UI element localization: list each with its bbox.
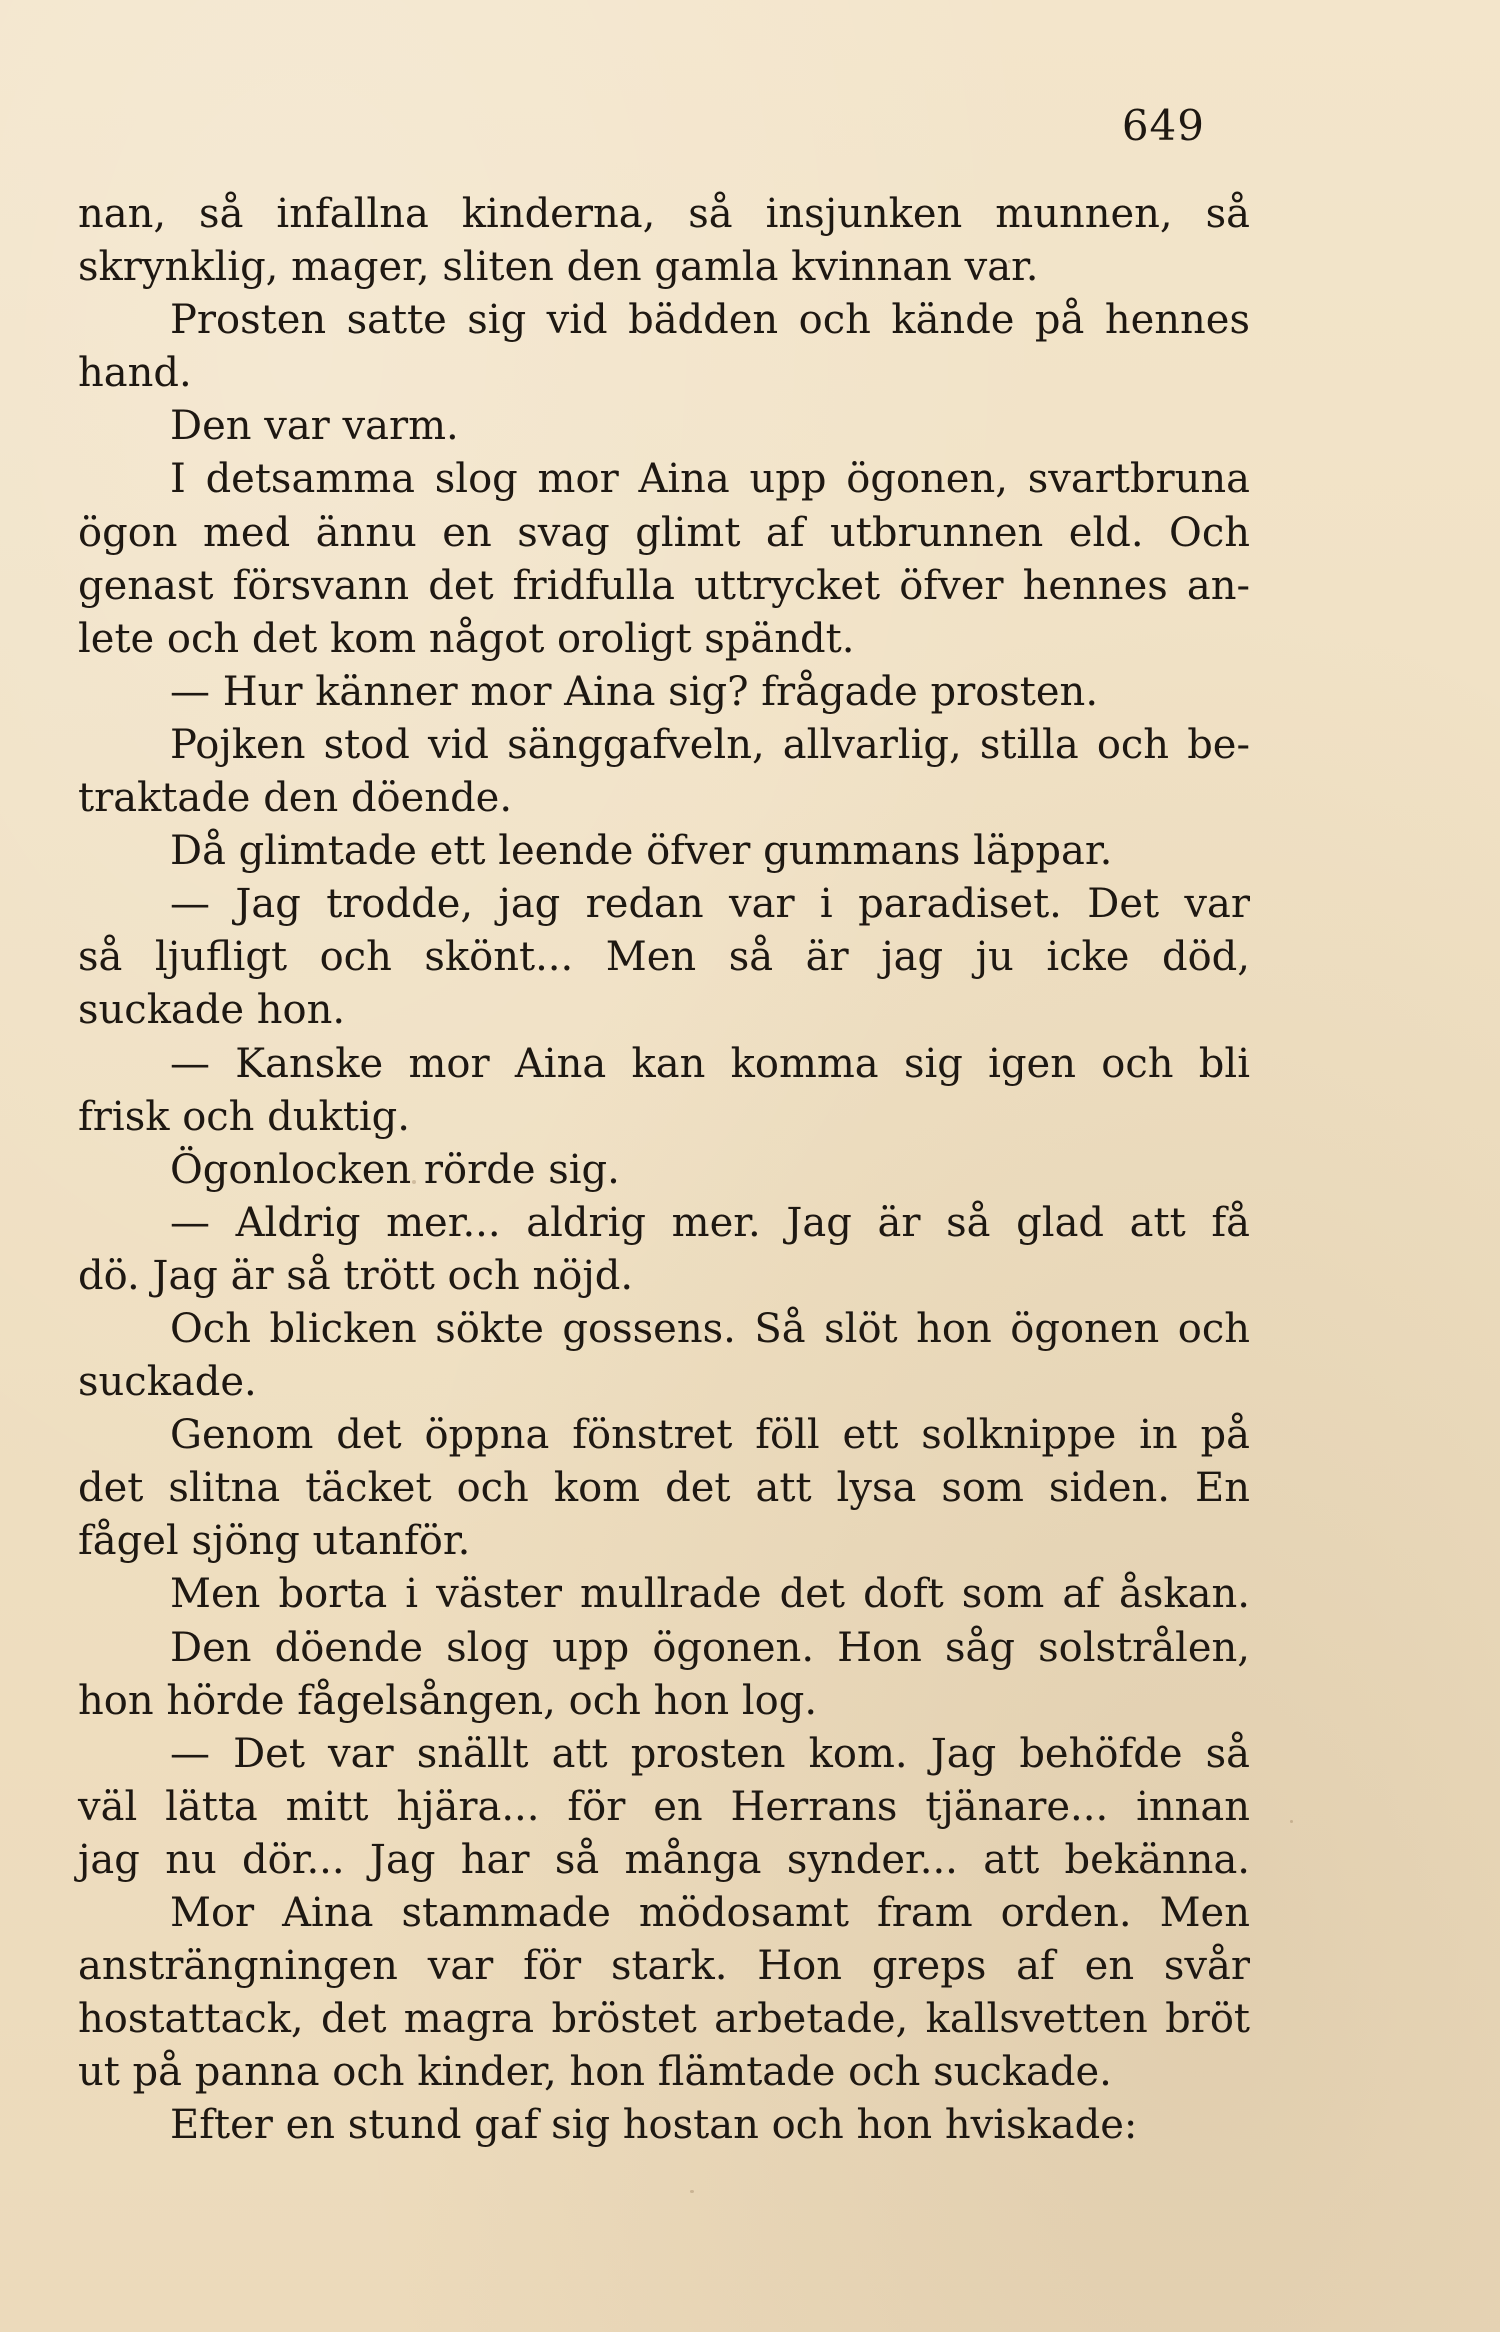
page-number: 649	[1121, 101, 1205, 150]
text-line: genast försvann det fridfulla uttrycket öfver hennes an-	[78, 562, 1250, 609]
paper-speck	[238, 2010, 243, 2014]
text-line: Prosten satte sig vid bädden och kände på hennes	[170, 297, 1250, 344]
text-line: — Hur känner mor Aina sig? frågade prosten.	[170, 668, 1099, 715]
text-line: hand.	[78, 350, 192, 397]
paper-speck	[1290, 1820, 1293, 1823]
text-line: Den var varm.	[170, 403, 459, 450]
text-line: suckade.	[78, 1359, 257, 1406]
text-line: hon hörde fågelsången, och hon log.	[78, 1677, 818, 1724]
text-line: Då glimtade ett leende öfver gummans läppar.	[170, 828, 1113, 875]
text-line: lete och det kom något oroligt spändt.	[78, 615, 855, 662]
paper-speck	[412, 1180, 416, 1184]
text-line: så ljufligt och skönt... Men så är jag ju icke död,	[78, 934, 1250, 981]
text-line: ut på panna och kinder, hon flämtade och suckade.	[78, 2049, 1112, 2096]
text-line: hostattack, det magra bröstet arbetade, kallsvetten bröt	[78, 1996, 1250, 2043]
text-line: Mor Aina stammade mödosamt fram orden. Men	[170, 1890, 1250, 1936]
text-line: det slitna täcket och kom det att lysa som siden. En	[78, 1465, 1250, 1512]
text-line: Och blicken sökte gossens. Så slöt hon ögonen och	[170, 1305, 1250, 1352]
text-line: I detsamma slog mor Aina upp ögonen, svartbruna	[170, 456, 1250, 503]
paper-speck	[690, 2190, 694, 2193]
text-line: Efter en stund gaf sig hostan och hon hviskade:	[170, 2102, 1138, 2149]
text-line: dö. Jag är så trött och nöjd.	[78, 1252, 634, 1299]
text-line: ögon med ännu en svag glimt af utbrunnen eld. Och	[78, 509, 1250, 556]
text-line: ansträngningen var för stark. Hon greps af en svår	[78, 1943, 1250, 1990]
text-line: skrynklig, mager, sliten den gamla kvinnan var.	[78, 244, 1039, 291]
text-line: — Det var snällt att prosten kom. Jag behöfde så	[170, 1730, 1250, 1777]
text-line: — Jag trodde, jag redan var i paradiset. Det var	[170, 881, 1250, 928]
text-line: Men borta i väster mullrade det doft som af åskan.	[170, 1571, 1250, 1618]
paper-speck	[1008, 260, 1011, 263]
text-line: Genom det öppna fönstret föll ett solknippe in på	[170, 1412, 1250, 1459]
text-line: Den döende slog upp ögonen. Hon såg solstrålen,	[170, 1624, 1250, 1671]
text-line: — Aldrig mer... aldrig mer. Jag är så glad att få	[170, 1199, 1250, 1246]
text-line: jag nu dör... Jag har så många synder... att bekänna.	[78, 1836, 1250, 1883]
text-line: Pojken stod vid sänggafveln, allvarlig, stilla och be-	[170, 721, 1250, 768]
text-line: traktade den döende.	[78, 775, 513, 822]
text-line: Ögonlocken rörde sig.	[170, 1146, 620, 1193]
text-line: nan, så infallna kinderna, så insjunken munnen, så	[78, 191, 1250, 237]
body-text	[78, 188, 1250, 2152]
text-line: frisk och duktig.	[78, 1093, 410, 1140]
text-line: — Kanske mor Aina kan komma sig igen och bli	[170, 1040, 1250, 1087]
text-line: suckade hon.	[78, 987, 346, 1034]
text-line: fågel sjöng utanför.	[78, 1518, 471, 1565]
text-line: väl lätta mitt hjära... för en Herrans tjänare... innan	[78, 1783, 1250, 1830]
